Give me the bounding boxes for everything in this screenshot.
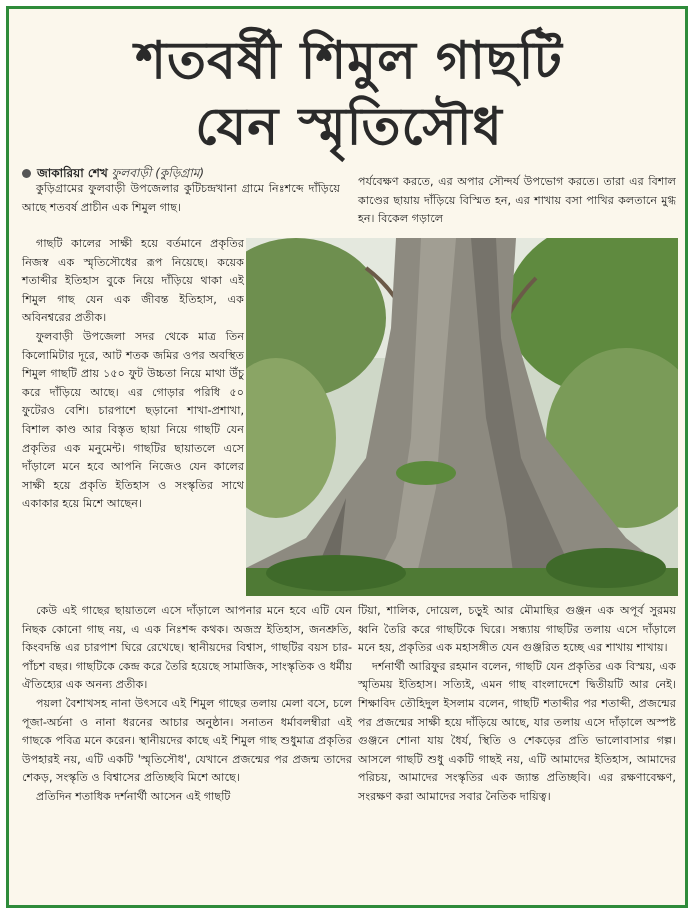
tree-photo: [246, 238, 678, 596]
right-bottom-column: [358, 602, 676, 807]
paragraph: ফুলবাড়ী উপজেলা সদর থেকে মাত্র তিন কিলোমিটার দূরে, আট শতক জমির ওপর অবস্থিত শিমুল গাছটি প্রায় ১৫০ ফুট উচ্চতা নিয়ে মাথা উঁচু করে দাঁড়িয়ে আছে। এর গোড়ার পরিধি ৫০ ফুটেরও বেশি। চারপাশে ছড়ানো শাখা-প্রশাখা, বিশাল কাণ্ড আর বিস্তৃত ছায়া নিয়ে গাছটি যেন প্রকৃতির এক মনুমেন্ট। গাছটির ছায়াতলে এসে দাঁড়ালে মনে হবে আপনি নিজেও যেন কালের সাক্ষী হয়ে প্রকৃতি ইতিহাস ও সংস্কৃতির সাথে একাকার হয়ে মিশে আছেন।: [22, 329, 244, 511]
paragraph: প্রতিদিন শতাধিক দর্শনার্থী আসেন এই গাছটি: [36, 789, 231, 803]
right-top-column: [358, 173, 676, 229]
bullet-icon: [22, 169, 31, 178]
paragraph: দর্শনার্থী আরিফুর রহমান বলেন, গাছটি যেন প্রকৃতির এক বিস্ময়, এক স্মৃতিময় ইতিহাস। সত্যিই, এমন গাছ বাংলাদেশে দ্বিতীয়টি আর নেই। শিক্ষাবিদ তৌহিদুল ইসলাম বলেন, গাছটি শতাব্দীর পর শতাব্দী, প্রজন্মের পর প্রজন্মের সাক্ষী হয়ে দাঁড়িয়ে আছে, যার তলায় এসে দাঁড়ালে অস্পষ্ট গুঞ্জনে শোনা যায় ধৈর্য, স্থিতি ও শেকড়ের প্রতি ভালোবাসার গল্প। আসলে গাছটি শুধু একটি গাছই নয়, এটি আমাদের ইতিহাস, আমাদের পরিচয়, আমাদের সংস্কৃতির এক জ্যান্ত প্রতিচ্ছবি। এর রক্ষণাবেক্ষণ, সংরক্ষণ করা আমাদের সবার নৈতিক দায়িত্ব।: [358, 659, 676, 803]
intro-paragraph: [22, 180, 340, 217]
paragraph: গাছটি কালের সাক্ষী হয়ে বর্তমানে প্রকৃতির নিজস্ব এক স্মৃতিসৌধের রূপ নিয়েছে। কয়েক শতাব্দীর ইতিহাস বুকে নিয়ে দাঁড়িয়ে থাকা এই শিমুল গাছ যেন এক জীবন্ত ইতিহাস, এক অবিনশ্বরের প্রতীক।: [22, 237, 244, 325]
paragraph: কুড়িগ্রামের ফুলবাড়ী উপজেলার কুটিচন্দ্রখানা গ্রামে নিঃশব্দে দাঁড়িয়ে আছে শতবর্ষ প্রাচীন এক শিমুল গাছ।: [22, 182, 340, 214]
left-wide-column: [22, 602, 352, 807]
paragraph: কেউ এই গাছের ছায়াতলে এসে দাঁড়ালে আপনার মনে হবে এটি যেন নিছক কোনো গাছ নয়, এ এক নিঃশব্দ কথক। অজস্র ইতিহাস, জনশ্রুতি, কিংবদন্তি এর চারপাশ ঘিরে রেখেছে। স্থানীয়দের বিশ্বাস, গাছটির বয়স চার-পাঁচশ বছর। গাছটিকে কেন্দ্র করে তৈরি হয়েছে সামাজিক, সাংস্কৃতিক ও ধর্মীয় ঐতিহ্যের এক অনন্য প্রতীক।: [22, 604, 352, 692]
author-name: জাকারিয়া শেখ: [37, 166, 108, 180]
paragraph: টিয়া, শালিক, দোয়েল, চড়ুই আর মৌমাছির গুঞ্জন এক অপূর্ব সুরময় ধ্বনি তৈরি করে গাছটিকে ঘিরে। সন্ধ্যায় গাছটির তলায় এসে দাঁড়ালে মনে হয়, প্রকৃতির এক মহাসঙ্গীত যেন গুঞ্জরিত হচ্ছে এর শাখায় শাখায়।: [358, 604, 676, 655]
paragraph: পর্যবেক্ষণ করতে, এর অপার সৌন্দর্য উপভোগ করতে। তারা এর বিশাল কাণ্ডের ছায়ায় দাঁড়িয়ে বিস্মিত হন, এর শাখায় বসা পাখির কলতানে মুগ্ধ হন। বিকেল গড়ালে: [358, 175, 676, 226]
headline-line-1: শতবর্ষী শিমুল গাছটি: [135, 31, 563, 91]
author-location: ফুলবাড়ী (কুড়িগ্রাম): [111, 166, 205, 180]
shimul-tree-image: [246, 238, 678, 596]
headline-line-2: যেন স্মৃতিসৌধ: [195, 97, 503, 157]
left-narrow-column: [22, 235, 244, 514]
paragraph: পয়লা বৈশাখসহ নানা উৎসবে এই শিমুল গাছের তলায় মেলা বসে, চলে পূজা-অর্চনা ও নানা ধরনের আচার অনুষ্ঠান। সনাতন ধর্মাবলম্বীরা এই গাছকে পবিত্র মনে করেন। স্থানীয়দের কাছে এই শিমুল গাছ শুধুমাত্র প্রকৃতির উপহারই নয়, এটি একটি 'স্মৃতিসৌধ', যেখানে প্রজন্মের পর প্রজন্ম তাদের শেকড়, সংস্কৃতি ও বিশ্বাসের প্রতিচ্ছবি মিশে আছে।: [22, 696, 352, 785]
